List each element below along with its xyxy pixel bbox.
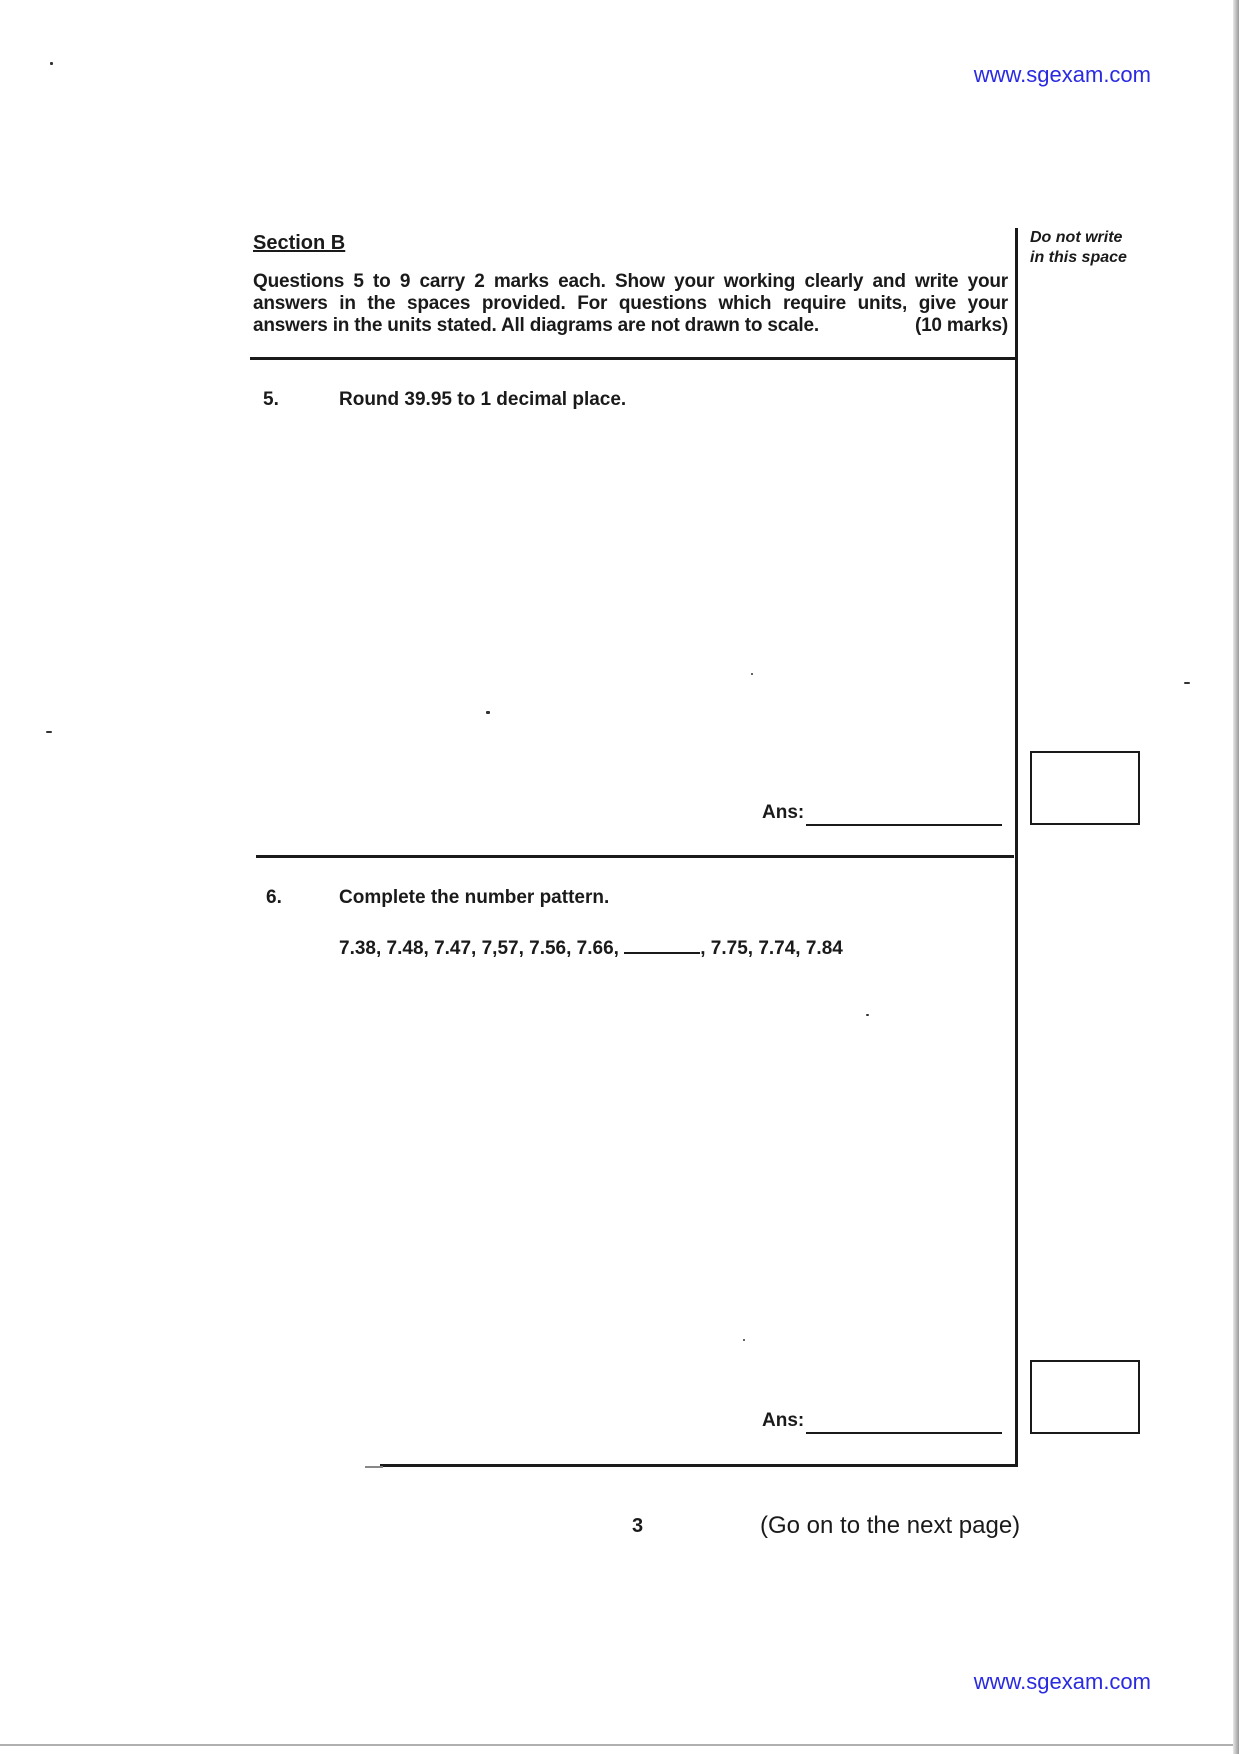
scan-speck: [743, 1339, 745, 1341]
margin-note: [1030, 228, 1140, 268]
question-6-answer-line[interactable]: [806, 1432, 1002, 1434]
question-5-number: 5.: [263, 389, 279, 410]
question-5-answer-line[interactable]: [806, 824, 1002, 826]
continue-note: (Go on to the next page): [760, 1512, 1021, 1539]
scan-speck: [1184, 682, 1190, 684]
scan-speck: [751, 673, 753, 675]
margin-divider: [1015, 228, 1018, 1467]
rule-tail: [365, 1466, 383, 1468]
header-rule: [250, 357, 1018, 360]
pattern-blank[interactable]: [624, 936, 700, 954]
margin-note-line-1: Do not write: [1030, 229, 1123, 246]
question-6-bottom-rule: [380, 1464, 1016, 1467]
question-5-marks-box: [1030, 751, 1140, 825]
pattern-after: , 7.75, 7.74, 7.84: [700, 938, 843, 959]
question-5-bottom-rule: [256, 855, 1014, 858]
question-6-text: Complete the number pattern.: [339, 887, 610, 908]
section-title: Section B: [253, 232, 346, 254]
scan-speck: [866, 1014, 869, 1016]
watermark-top-link[interactable]: www.sgexam.com: [973, 62, 1151, 87]
number-pattern: [339, 936, 843, 960]
instructions-text: Questions 5 to 9 carry 2 marks each. Show your working clearly and write your answers in the spaces provided. For questions which require units, give your answers in the units stated. All diagrams are not drawn to scale.: [253, 271, 1008, 336]
page-number: 3: [632, 1515, 644, 1537]
question-6-answer-label: Ans:: [762, 1410, 805, 1431]
section-marks: (10 marks): [914, 315, 1008, 336]
question-6-marks-box: [1030, 1360, 1140, 1434]
watermark-bottom-link[interactable]: www.sgexam.com: [973, 1669, 1151, 1694]
scan-speck: [50, 62, 53, 65]
question-6-number: 6.: [266, 887, 282, 908]
scan-speck: [486, 711, 490, 714]
section-instructions: [253, 271, 1008, 337]
margin-note-line-2: in this space: [1030, 249, 1127, 266]
question-5-text: Round 39.95 to 1 decimal place.: [339, 389, 627, 410]
scan-speck: [46, 731, 52, 733]
page-edge-shadow: [1233, 0, 1239, 1754]
pattern-before: 7.38, 7.48, 7.47, 7,57, 7.56, 7.66,: [339, 938, 625, 959]
page-bottom-edge: [0, 1744, 1233, 1746]
question-5-answer-label: Ans:: [762, 802, 805, 823]
